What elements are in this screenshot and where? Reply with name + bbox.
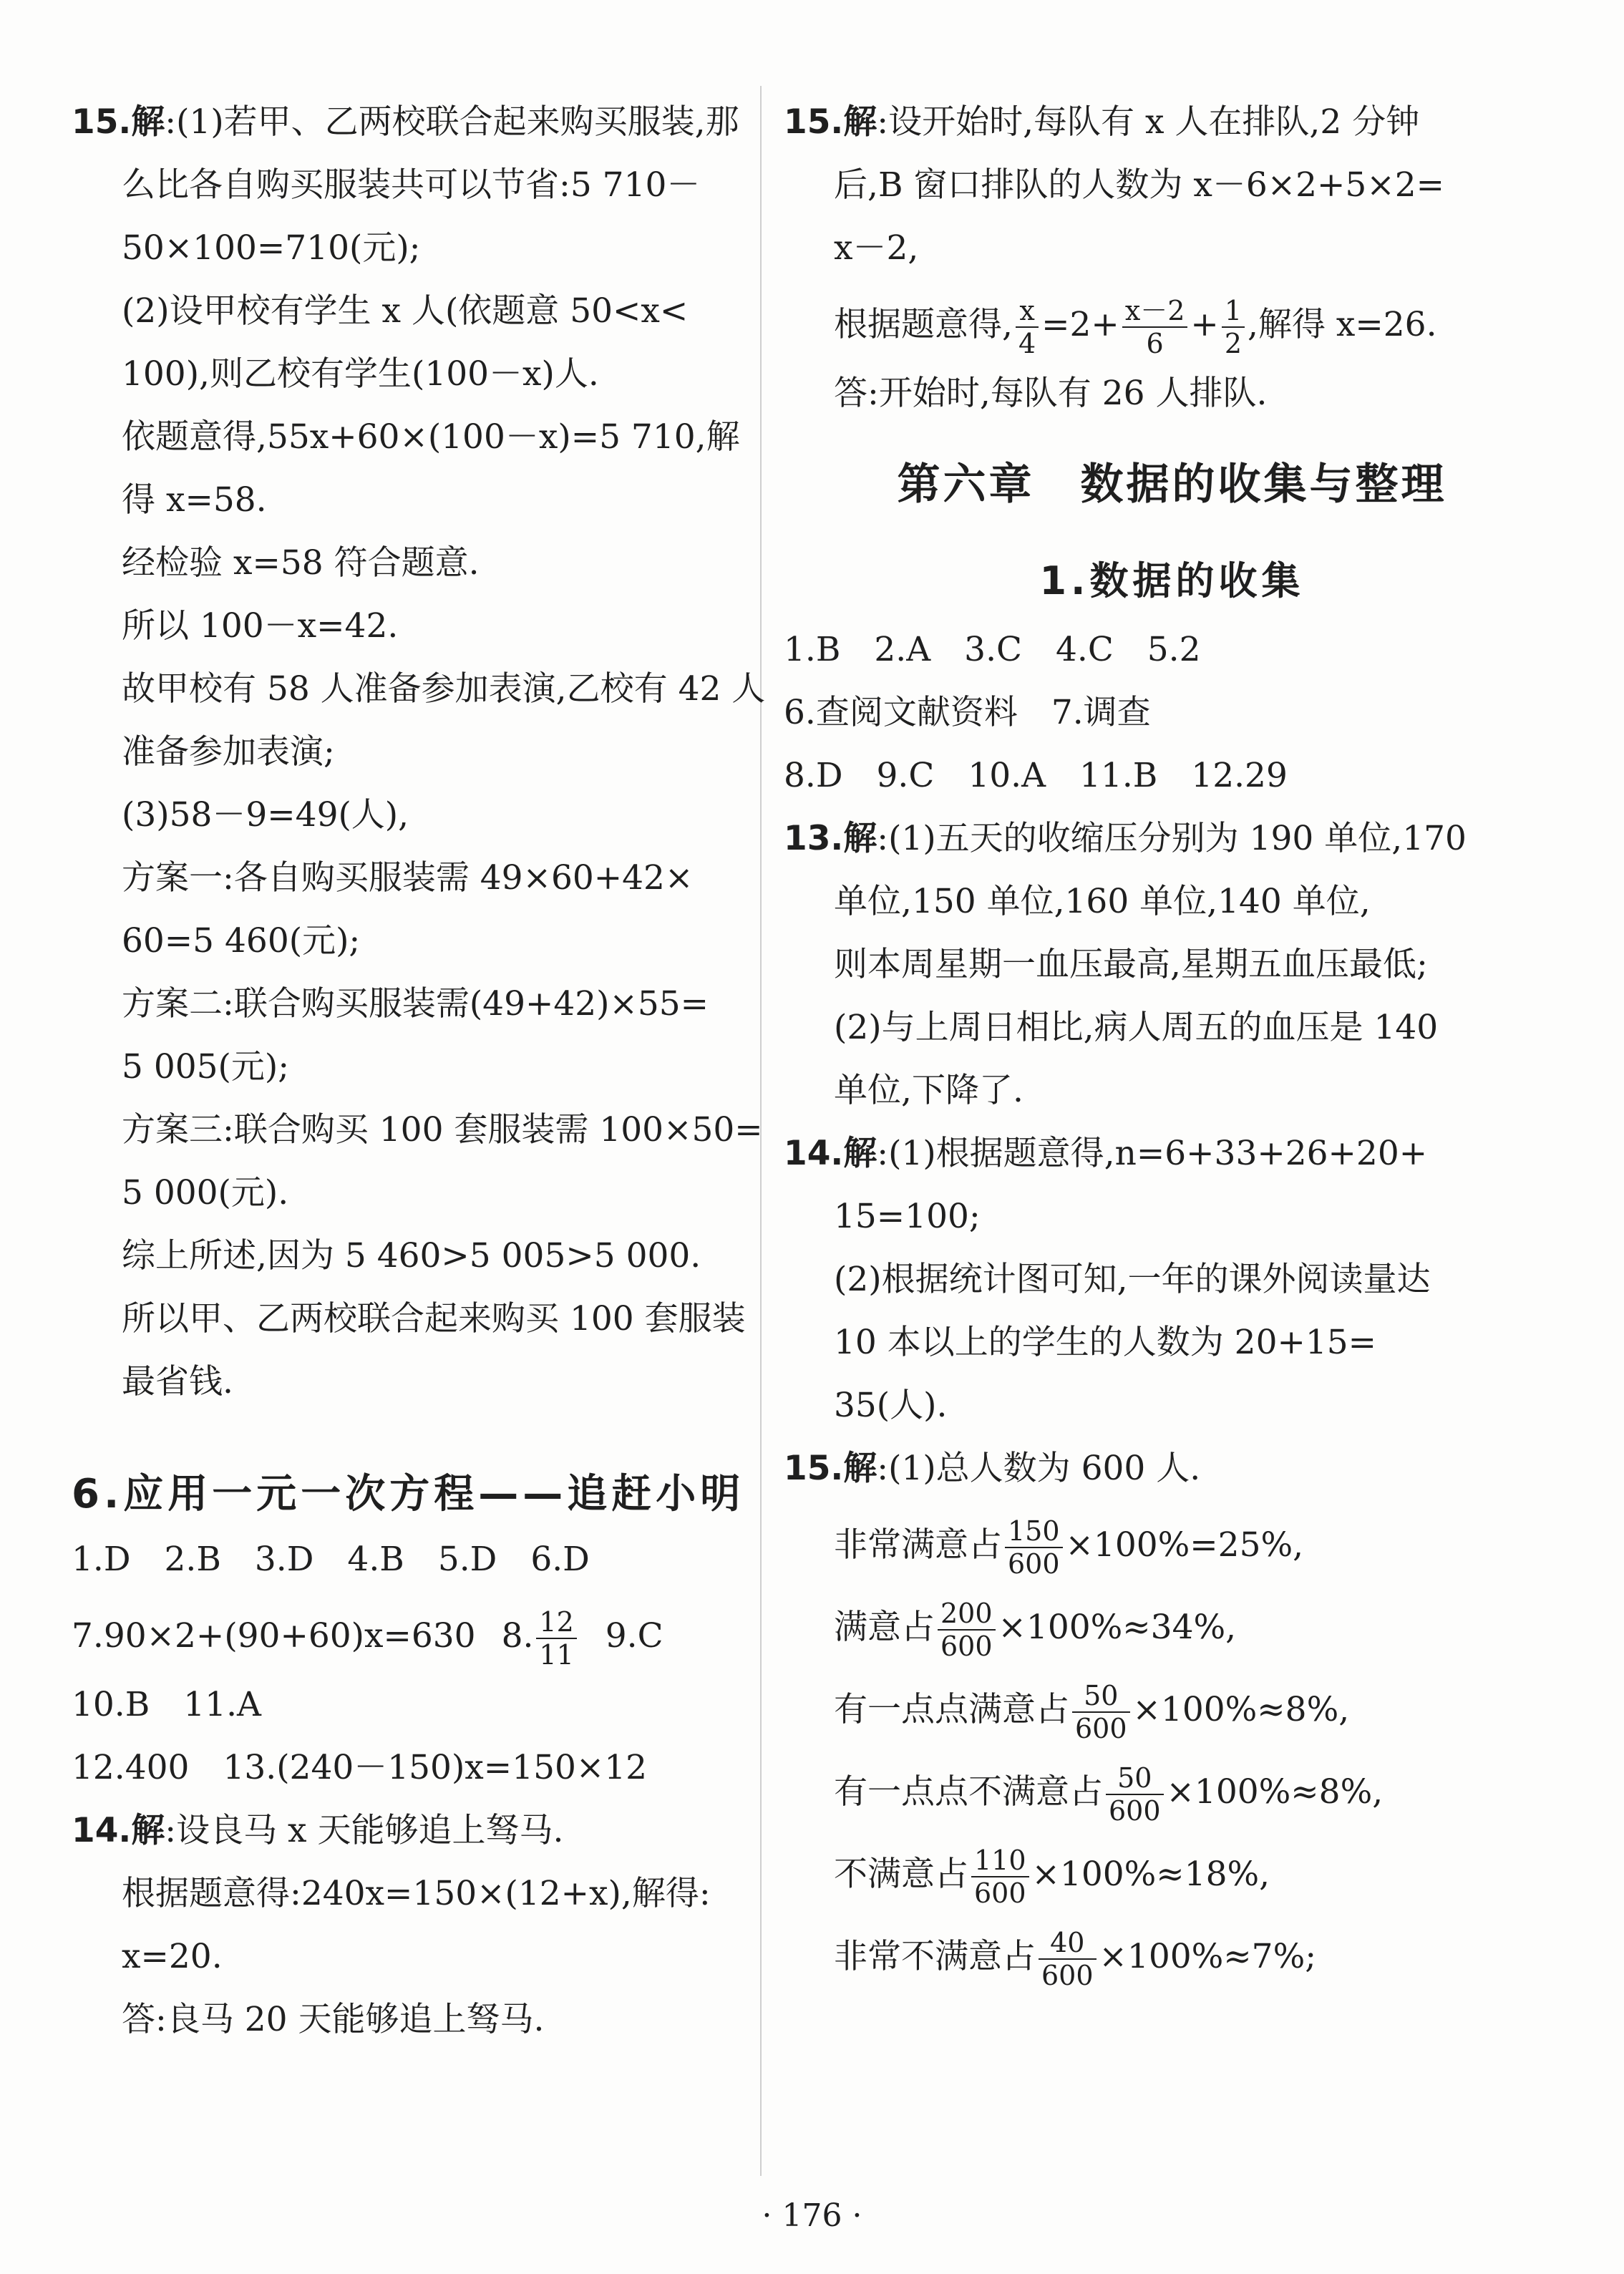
fraction (1016, 295, 1039, 359)
answer-14-line: 15=100; (834, 1197, 981, 1236)
fraction (536, 1606, 576, 1671)
answer-14-line: 答:良马 20 天能够追上驽马. (122, 2000, 545, 2039)
text: 非常不满意占 (834, 1937, 1036, 1976)
answer-15-line: 所以 100－x=42. (122, 606, 399, 646)
text: ×100%≈34%, (998, 1608, 1237, 1647)
answer-13-line-1 (784, 817, 1560, 880)
text: 有一点点满意占 (834, 1690, 1069, 1729)
answer-9: 9.C (605, 1616, 663, 1656)
ratio-line (784, 1510, 1560, 1592)
question-number: 14. (72, 1811, 132, 1850)
numerator: 110 (971, 1845, 1029, 1877)
solution-label: 解 (131, 102, 165, 142)
text: ×100%≈18%, (1031, 1855, 1270, 1894)
numerator: 40 (1039, 1927, 1097, 1960)
fraction (938, 1598, 996, 1662)
denominator: 4 (1018, 328, 1036, 359)
text: :设开始时,每队有 x 人在排队,2 分钟 (877, 102, 1420, 142)
solution-label: 解 (843, 1134, 877, 1173)
ratio-line (784, 1592, 1560, 1674)
fraction (1072, 1680, 1130, 1744)
answer-15-line-1 (72, 100, 744, 163)
page-number: · 176 · (762, 2197, 862, 2234)
question-number: 14. (784, 1134, 844, 1173)
numerator: 50 (1072, 1680, 1130, 1713)
text: 根据题意得, (834, 305, 1013, 344)
answer-15-line: 方案一:各自购买服装需 49×60+42× (122, 858, 694, 898)
denominator: 600 (974, 1877, 1026, 1909)
question-number: 15. (72, 102, 132, 142)
denominator: 600 (1041, 1960, 1094, 1991)
denominator: 600 (1109, 1795, 1161, 1827)
denominator: 11 (539, 1639, 574, 1671)
fraction (1039, 1927, 1097, 1991)
denominator: 600 (1075, 1713, 1127, 1744)
chapter-title: 第六章 数据的收集与整理 (897, 460, 1447, 510)
numerator: 150 (1005, 1515, 1063, 1548)
fraction (1222, 295, 1245, 359)
answer-15-line: 最省钱. (122, 1362, 233, 1401)
ratio-line (784, 1839, 1560, 1921)
answer-7: 7.90×2+(90+60)x=630 (72, 1616, 476, 1656)
solution-label: 解 (843, 1449, 877, 1488)
denominator: 6 (1146, 328, 1164, 359)
text: :(1)根据题意得,n=6+33+26+20+ (877, 1134, 1428, 1173)
answer-15-line: 依题意得,55x+60×(100－x)=5 710,解 (122, 417, 740, 457)
denominator: 600 (1008, 1548, 1060, 1580)
fraction (1005, 1515, 1063, 1580)
ratio-line (784, 1921, 1560, 2003)
answers-12-13: 12.400 13.(240－150)x=150×12 (72, 1748, 648, 1787)
answers-7-9 (72, 1600, 744, 1683)
answer-15-line: (3)58－9=49(人), (122, 795, 409, 835)
numerator: 50 (1106, 1762, 1164, 1795)
answer-15-line: 所以甲、乙两校联合起来购买 100 套服装 (122, 1299, 746, 1338)
answer-13-line: 单位,下降了. (834, 1071, 1023, 1110)
answer-15-line: 5 005(元); (122, 1047, 290, 1087)
equation-line (784, 289, 1560, 371)
answer-15-line: 60=5 460(元); (122, 921, 361, 961)
answer-8-label: 8. (501, 1616, 534, 1656)
answer-15-line: 方案三:联合购买 100 套服装需 100×50= (122, 1110, 763, 1150)
text: ×100%≈8%, (1166, 1772, 1384, 1812)
spacer (72, 1423, 744, 1452)
ratio-line (784, 1674, 1560, 1756)
answers-1-5: 1.B 2.A 3.C 4.C 5.2 (784, 630, 1201, 669)
answers-10-11: 10.B 11.A (72, 1685, 261, 1724)
question-number: 13. (784, 819, 844, 858)
answer-14-line-1 (784, 1132, 1560, 1195)
ratio-line (784, 1756, 1560, 1839)
fraction (971, 1845, 1029, 1909)
answer-15-line: 准备参加表演; (122, 732, 335, 772)
text: ×100%≈8%, (1132, 1690, 1350, 1729)
text: + (1190, 305, 1219, 344)
text: :(1)若甲、乙两校联合起来购买服装,那 (165, 102, 739, 142)
solution-label: 解 (843, 102, 877, 142)
answers-6-7: 6.查阅文献资料 7.调查 (784, 693, 1151, 732)
text: 非常满意占 (834, 1525, 1002, 1565)
text: 不满意占 (834, 1855, 968, 1894)
answer-13-line: (2)与上周日相比,病人周五的血压是 140 (834, 1008, 1439, 1047)
answer-15-line: 得 x=58. (122, 480, 267, 520)
denominator: 600 (940, 1631, 993, 1662)
answer-14-line: 35(人). (834, 1386, 948, 1425)
answer-14-line: (2)根据统计图可知,一年的课外阅读量达 (834, 1260, 1431, 1299)
answer-15-line: 答:开始时,每队有 26 人排队. (834, 374, 1268, 413)
numerator: 12 (536, 1606, 576, 1639)
text: :设良马 x 天能够追上驽马. (165, 1811, 564, 1850)
text: ×100%≈7%; (1099, 1937, 1317, 1976)
text: 有一点点不满意占 (834, 1772, 1103, 1812)
answers-8-12: 8.D 9.C 10.A 11.B 12.29 (784, 756, 1288, 795)
answer-15-line: x－2, (834, 228, 919, 268)
answer-13-line: 则本周星期一血压最高,星期五血压最低; (834, 945, 1428, 984)
text: ×100%=25%, (1065, 1525, 1304, 1565)
answer-15-line: 经检验 x=58 符合题意. (122, 543, 480, 583)
answer-15-line: 故甲校有 58 人准备参加表演,乙校有 42 人 (122, 669, 766, 709)
answer-14-line-1 (72, 1809, 744, 1872)
answer-15-line: 100),则乙校有学生(100－x)人. (122, 354, 599, 394)
answer-15-line: 么比各自购买服装共可以节省:5 710－ (122, 165, 701, 205)
question-number: 15. (784, 102, 844, 142)
answer-13-line: 单位,150 单位,160 单位,140 单位, (834, 882, 1371, 921)
answer-15-line: 后,B 窗口排队的人数为 x－6×2+5×2= (834, 165, 1444, 205)
numerator: 1 (1222, 295, 1245, 328)
numerator: x (1016, 295, 1039, 328)
answer-14-line: 根据题意得:240x=150×(12+x),解得: (122, 1874, 711, 1913)
fraction (1122, 295, 1188, 359)
denominator: 2 (1224, 328, 1242, 359)
fraction (1106, 1762, 1164, 1827)
answer-15-line: 方案二:联合购买服装需(49+42)×55= (122, 984, 709, 1024)
text: :(1)五天的收缩压分别为 190 单位,170 (877, 819, 1467, 858)
answer-15-line: 50×100=710(元); (122, 228, 421, 268)
answer-15-line: (2)设甲校有学生 x 人(依题意 50<x< (122, 291, 689, 331)
answer-15-line: 5 000(元). (122, 1173, 289, 1213)
answer-15b-line-1 (784, 1447, 1560, 1510)
text: 满意占 (834, 1608, 935, 1647)
question-number: 15. (784, 1449, 844, 1488)
numerator: x－2 (1122, 295, 1188, 328)
section-title: 6.应用一元一次方程——追赶小明 (72, 1471, 745, 1517)
numerator: 200 (938, 1598, 996, 1631)
solution-label: 解 (131, 1811, 165, 1850)
section-title: 1.数据的收集 (1039, 558, 1305, 603)
left-column (72, 100, 766, 2061)
text: :(1)总人数为 600 人. (877, 1449, 1201, 1488)
answer-14-line: 10 本以上的学生的人数为 20+15= (834, 1323, 1377, 1362)
answers-1-6: 1.D 2.B 3.D 4.B 5.D 6.D (72, 1540, 590, 1579)
answer-14-line: x=20. (122, 1937, 223, 1976)
text: =2+ (1041, 305, 1119, 344)
answer-15-line-1 (784, 100, 1560, 163)
text: ,解得 x=26. (1248, 305, 1437, 344)
right-column (784, 100, 1560, 2003)
answer-15-line: 综上所述,因为 5 460>5 005>5 000. (122, 1236, 701, 1276)
solution-label: 解 (843, 819, 877, 858)
